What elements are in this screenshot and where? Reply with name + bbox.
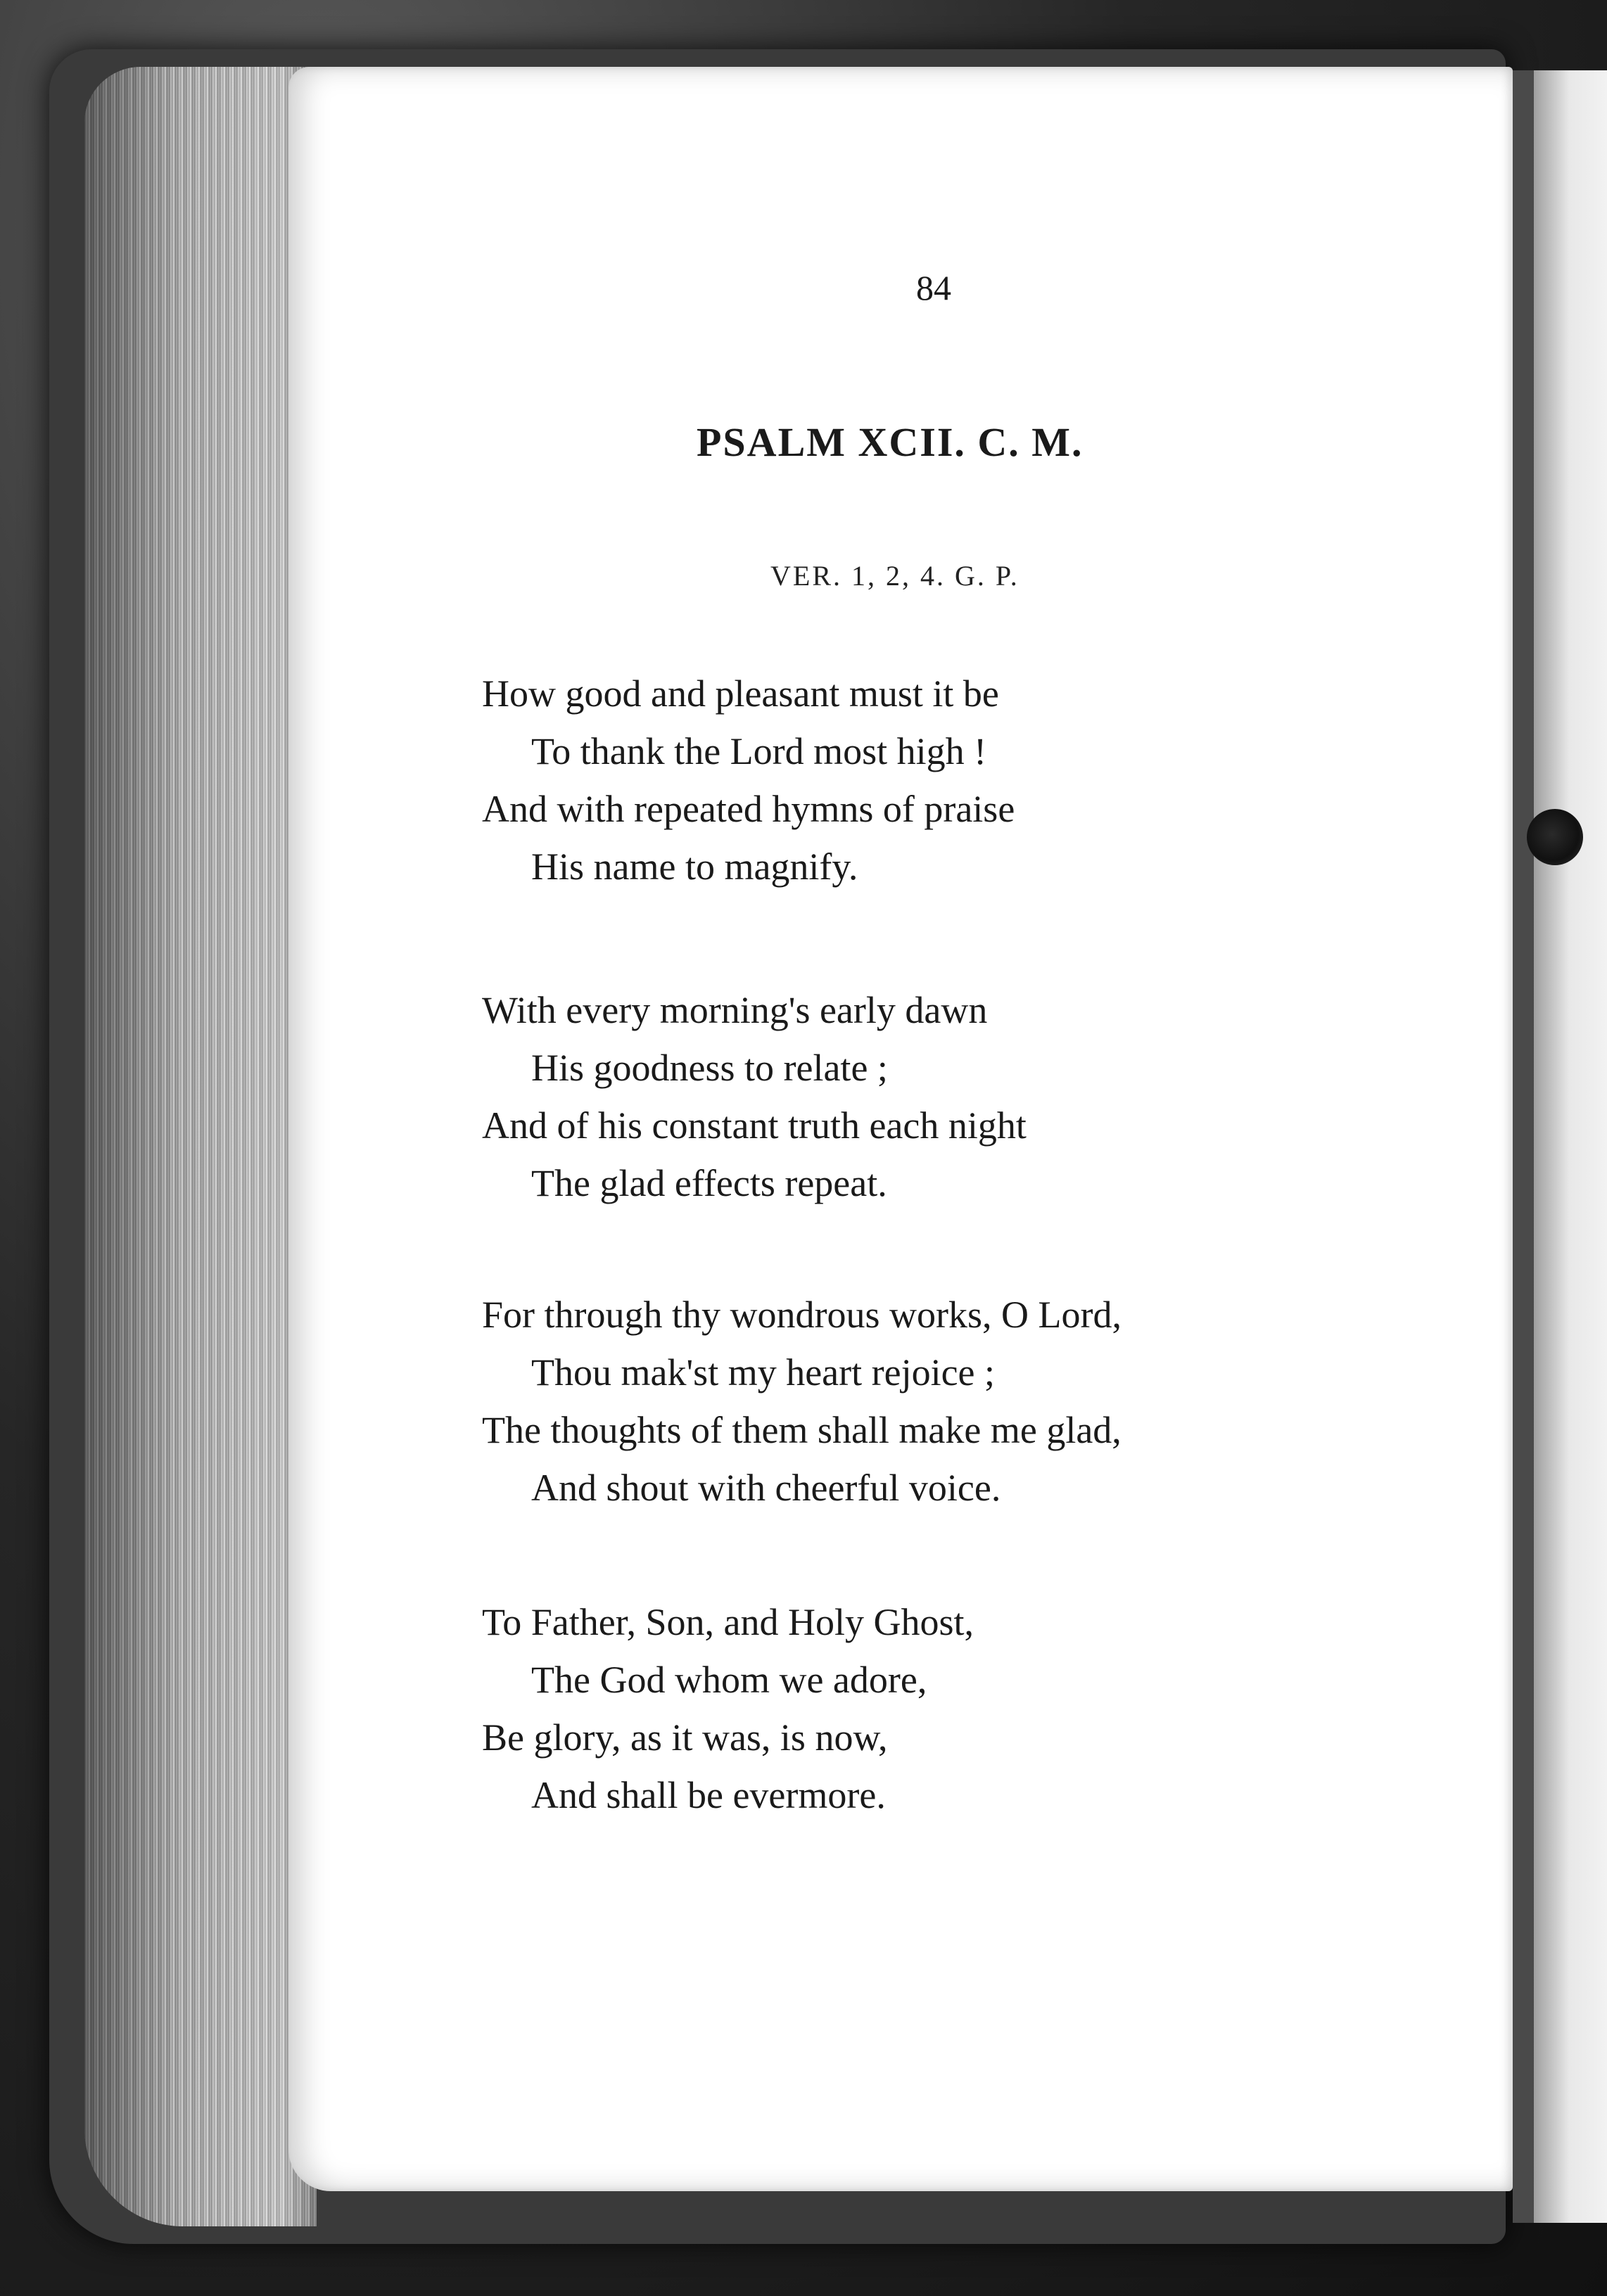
verse-line: His goodness to relate ; — [531, 1047, 888, 1089]
verse-line: The God whom we adore, — [531, 1659, 927, 1701]
verse-line: Thou mak'st my heart rejoice ; — [531, 1351, 996, 1393]
page-number-text: 84 — [916, 268, 951, 307]
verse-reference: VER. 1, 2, 4. G. P. — [770, 560, 1020, 592]
verse-line: And of his constant truth each night — [482, 1104, 1027, 1147]
verse-line: His name to magnify. — [531, 846, 858, 888]
verse-line: And shall be evermore. — [531, 1774, 886, 1816]
verse-line: And with repeated hymns of praise — [482, 788, 1015, 830]
binding-hole — [1527, 809, 1583, 865]
stanza-1 — [482, 665, 1015, 895]
page-edges — [84, 67, 317, 2226]
verse-line: The glad effects repeat. — [531, 1162, 887, 1204]
verse-line: Be glory, as it was, is now, — [482, 1716, 888, 1759]
psalm-title: PSALM XCII. C. M. — [697, 419, 1084, 465]
verse-line: How good and pleasant must it be — [482, 672, 999, 715]
stanza-4 — [482, 1593, 974, 1824]
stanza-3 — [482, 1286, 1122, 1517]
stanza-2 — [482, 981, 1027, 1212]
facing-page-edge — [1513, 70, 1607, 2223]
page-number — [0, 267, 1607, 308]
verse-line: To thank the Lord most high ! — [531, 730, 987, 772]
verse-line: And shout with cheerful voice. — [531, 1467, 1001, 1509]
verse-line: With every morning's early dawn — [482, 989, 988, 1031]
verse-line: The thoughts of them shall make me glad, — [482, 1409, 1122, 1451]
verse-line: For through thy wondrous works, O Lord, — [482, 1294, 1122, 1336]
verse-line: To Father, Son, and Holy Ghost, — [482, 1601, 974, 1643]
